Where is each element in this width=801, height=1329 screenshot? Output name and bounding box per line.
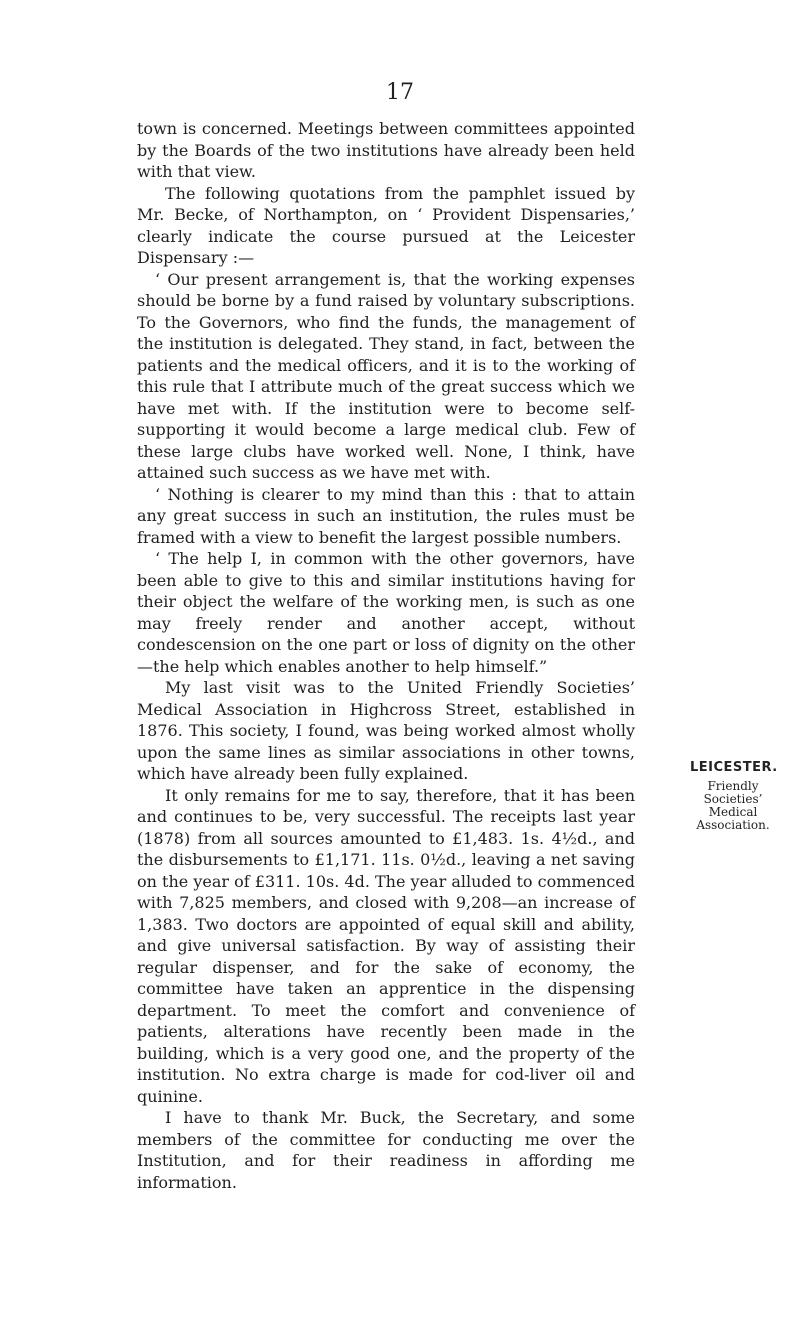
body-text <box>137 118 635 1193</box>
margin-note <box>690 761 800 832</box>
quote-paragraph-1: ‘ Our present arrangement is, that the working expenses should be borne by a fund raised by voluntary subscriptions. To the Governors, who find the funds, the management of the institution is delegated. They stand, in fact, between the patients and the medical officers, and it is to the working of this rule that I attribute much of the great success which we have met with. If the institution were to become self-supporting it would become a large medical club. Few of these large clubs have worked well. None, I think, have attained such success as we have met with. <box>137 269 635 482</box>
margin-note-line: Friendly <box>707 779 759 793</box>
paragraph-thanks: I have to thank Mr. Buck, the Secretary, and some members of the committee for conducting me over the Institution, and for their readiness in affording me information. <box>137 1108 635 1192</box>
quote-paragraph-2: ‘ Nothing is clearer to my mind than this : that to attain any great success in such an institution, the rules must be framed with a view to benefit the largest possible numbers. <box>137 484 635 547</box>
paragraph-2: The following quotations from the pamphlet issued by Mr. Becke, of Northampton, on ‘ Provident Dispensaries,’ clearly indicate the course pursued at the Leicester Dispensary :— <box>137 183 635 267</box>
paragraph-1: town is concerned. Meetings between committees appointed by the Boards of the two institutions have already been held with that view. <box>137 119 635 181</box>
paragraph-visit: My last visit was to the United Friendly Societies’ Medical Association in Highcross Street, established in 1876. This society, I found, was being worked almost wholly upon the same lines as similar associations in other towns, which have already been fully explained. <box>137 678 635 783</box>
margin-note-line: Association. <box>696 818 770 832</box>
margin-note-heading: LEICESTER. <box>690 760 778 775</box>
margin-note-line: Societies’ <box>703 792 763 806</box>
margin-note-line: Medical <box>708 805 758 819</box>
paragraph-finances: It only remains for me to say, therefore, that it has been and continues to be, very successful. The receipts last year (1878) from all sources amounted to £1,483. 1s. 4½d., and the disbursements to £1,171. 11s. 0½d., leaving a net saving on the year of £311. 10s. 4d. The year alluded to commenced with 7,825 members, and closed with 9,208—an increase of 1,383. Two doctors are appointed of equal skill and ability, and give universal satisfaction. By way of assisting their regular dispenser, and for the sake of economy, the committee have taken an apprentice in the dispensing department. To meet the comfort and convenience of patients, alterations have recently been made in the building, which is a very good one, and the property of the institution. No extra charge is made for cod-liver oil and quinine. <box>137 785 635 1106</box>
quote-paragraph-3: ‘ The help I, in common with the other governors, have been able to give to this and similar institutions having for their object the welfare of the working men, is such as one may freely render and another accept, without condescension on the one part or loss of dignity on the other—the help which enables another to help himself.” <box>137 549 635 676</box>
page-number: 17 <box>386 80 414 105</box>
